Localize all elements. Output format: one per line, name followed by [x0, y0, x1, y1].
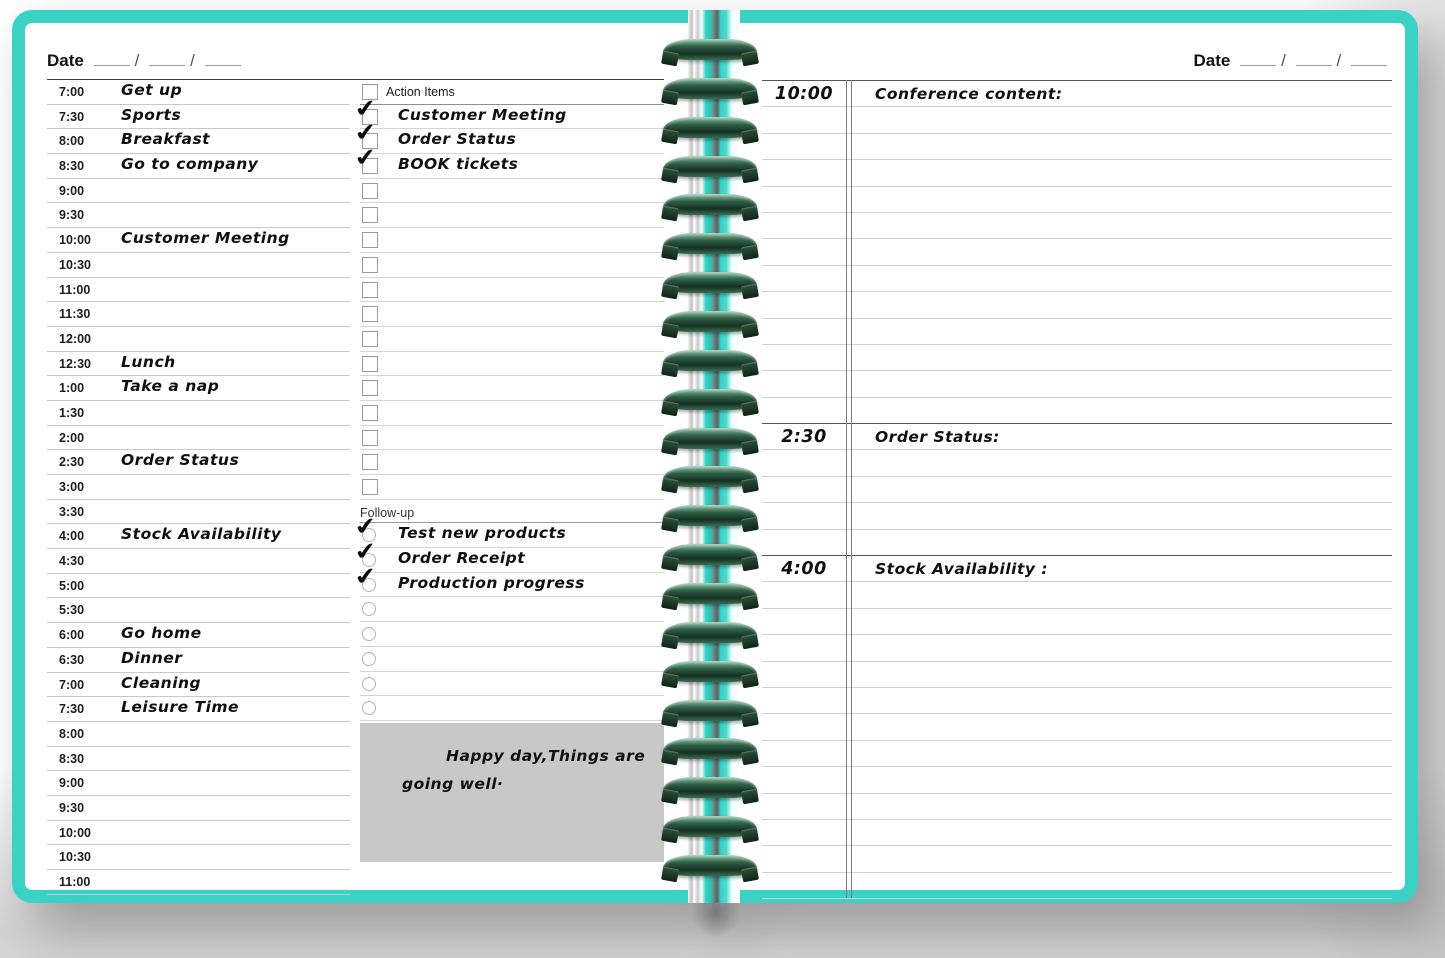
note-row	[762, 502, 1392, 528]
schedule-time: 7:30	[59, 109, 85, 124]
follow-up-row	[360, 647, 664, 672]
schedule-time: 7:30	[59, 702, 85, 717]
schedule-row	[47, 253, 350, 278]
note-row	[762, 766, 1392, 792]
schedule-time: 9:00	[59, 776, 85, 791]
time-column-divider	[846, 80, 852, 898]
schedule-note: Take a nap	[121, 377, 220, 396]
action-item-row	[360, 450, 664, 475]
action-item-label: Customer Meeting	[398, 105, 567, 124]
note-row	[762, 713, 1392, 739]
note-row	[762, 212, 1392, 238]
note-row	[762, 397, 1392, 423]
schedule-row	[47, 228, 350, 253]
follow-up-label: Production progress	[398, 573, 585, 592]
action-item-row	[360, 401, 664, 426]
spiral-coil-icon	[663, 738, 757, 759]
schedule-note: Lunch	[121, 352, 176, 371]
date-blank	[1240, 51, 1276, 66]
action-item-row	[360, 253, 664, 278]
spiral-coil-icon	[663, 428, 757, 449]
schedule-time: 7:00	[59, 85, 85, 99]
schedule-time: 10:30	[59, 850, 91, 865]
note-row	[762, 318, 1392, 344]
action-item-row	[360, 278, 664, 303]
circle-checkbox-icon	[362, 627, 376, 641]
note-row	[762, 186, 1392, 212]
square-checkbox-icon	[362, 380, 378, 396]
square-checkbox-icon	[362, 430, 378, 446]
schedule-note: Stock Availability	[121, 525, 282, 544]
date-slash: /	[190, 51, 195, 70]
right-page	[722, 10, 1418, 903]
schedule-row	[47, 401, 350, 426]
schedule-row	[47, 821, 350, 846]
spiral-coil-icon	[663, 700, 757, 721]
square-checkbox-icon	[362, 479, 378, 495]
follow-up-label: Test new products	[398, 524, 567, 543]
circle-checkbox-icon	[362, 701, 376, 715]
schedule-row	[47, 302, 350, 327]
spiral-coil-icon	[663, 777, 757, 798]
date-slash: /	[1336, 51, 1342, 70]
note-row	[762, 661, 1392, 687]
action-item-row	[352, 118, 664, 154]
action-item-row	[360, 302, 664, 327]
schedule-time: 11:00	[59, 875, 91, 889]
follow-up-row	[360, 672, 664, 697]
schedule-time: 10:00	[59, 233, 91, 248]
note-row	[762, 608, 1392, 634]
schedule-time: 1:00	[59, 381, 85, 396]
schedule-row	[47, 179, 350, 204]
square-checkbox-icon	[362, 282, 378, 298]
memo-line: going well·	[402, 775, 504, 793]
note-row	[762, 687, 1392, 713]
action-item-row	[360, 352, 664, 377]
memo-line: Happy day,Things are	[446, 747, 646, 765]
action-item-row	[352, 94, 664, 130]
spiral-coil-icon	[663, 505, 757, 526]
square-checkbox-icon	[362, 257, 378, 273]
spiral-coil-icon	[663, 544, 757, 565]
schedule-row	[47, 105, 350, 130]
schedule-time: 7:00	[59, 677, 85, 692]
schedule-row	[47, 870, 350, 895]
spiral-coil-icon	[663, 466, 757, 487]
schedule-row	[47, 376, 350, 401]
spiral-coil-icon	[663, 39, 757, 60]
note-row	[762, 634, 1392, 660]
note-row	[762, 106, 1392, 132]
note-row-time: 2:30	[781, 427, 827, 448]
date-blank	[149, 51, 185, 66]
follow-up-row	[360, 597, 664, 622]
schedule-time: 6:00	[59, 628, 85, 643]
circle-checkbox-icon	[362, 602, 376, 616]
follow-up-row	[352, 562, 664, 598]
note-row-time: 10:00	[774, 84, 834, 104]
memo-box	[360, 723, 664, 862]
schedule-row	[47, 203, 350, 228]
spiral-coil-icon	[663, 350, 757, 371]
square-checkbox-icon	[362, 331, 378, 347]
square-checkbox-icon	[362, 207, 378, 223]
schedule-row	[47, 648, 350, 673]
square-checkbox-icon	[362, 183, 378, 199]
schedule-time: 2:00	[59, 430, 85, 445]
schedule-list	[47, 80, 350, 895]
date-label: Date	[1193, 51, 1231, 70]
action-item-row	[360, 203, 664, 228]
note-row	[762, 291, 1392, 317]
square-checkbox-icon	[362, 356, 378, 372]
follow-up-header: Follow-up	[360, 500, 664, 524]
schedule-time: 1:30	[59, 405, 85, 420]
spiral-coil-icon	[663, 389, 757, 410]
action-item-row	[360, 376, 664, 401]
schedule-row	[47, 278, 350, 303]
check-mark-icon: ✔	[352, 94, 379, 124]
spiral-coil-icon	[663, 661, 757, 682]
schedule-time: 6:30	[59, 652, 85, 667]
schedule-time: 8:00	[59, 134, 85, 149]
schedule-note: Cleaning	[121, 673, 202, 692]
schedule-time: 10:30	[59, 257, 91, 272]
schedule-note: Breakfast	[121, 130, 211, 149]
check-mark-icon: ✔	[352, 512, 379, 542]
schedule-row	[47, 426, 350, 451]
schedule-row	[47, 524, 350, 549]
schedule-row	[47, 623, 350, 648]
spiral-coil-icon	[663, 311, 757, 332]
schedule-row	[47, 549, 350, 574]
action-item-row	[360, 475, 664, 500]
circle-checkbox-icon	[362, 652, 376, 666]
square-checkbox-icon	[362, 232, 378, 248]
circle-checkbox-icon	[362, 677, 376, 691]
action-item-row	[360, 327, 664, 352]
schedule-note: Get up	[121, 81, 183, 99]
note-row	[762, 476, 1392, 502]
action-item-row	[352, 143, 664, 179]
schedule-time: 8:30	[59, 159, 85, 174]
check-mark-icon: ✔	[352, 562, 379, 592]
note-row	[762, 133, 1392, 159]
date-slash: /	[134, 51, 140, 70]
square-checkbox-icon	[362, 306, 378, 322]
note-row	[762, 344, 1392, 370]
spiral-coil-icon	[663, 156, 757, 177]
note-row	[762, 819, 1392, 845]
schedule-note: Leisure Time	[121, 698, 240, 717]
note-row-title: Order Status:	[875, 428, 1000, 447]
date-blank	[1351, 51, 1387, 66]
schedule-note: Customer Meeting	[121, 229, 290, 248]
schedule-row	[47, 327, 350, 352]
note-row	[762, 581, 1392, 607]
follow-up-label: Order Receipt	[398, 549, 526, 568]
schedule-time: 9:30	[59, 208, 85, 223]
schedule-note: Go to company	[121, 155, 259, 174]
action-item-label: Order Status	[398, 130, 517, 149]
note-row-title: Conference content:	[875, 85, 1063, 103]
schedule-time: 5:00	[59, 578, 85, 593]
schedule-row	[47, 845, 350, 870]
schedule-row	[47, 574, 350, 599]
action-item-label: BOOK tickets	[398, 155, 519, 174]
spiral-coil-icon	[663, 233, 757, 254]
schedule-row	[47, 129, 350, 154]
note-row	[762, 793, 1392, 819]
schedule-note: Order Status	[121, 451, 240, 470]
schedule-row	[47, 475, 350, 500]
date-slash: /	[1281, 51, 1286, 70]
schedule-time: 2:30	[59, 455, 85, 470]
date-blank	[205, 51, 241, 66]
note-row	[762, 529, 1392, 555]
schedule-row	[47, 154, 350, 179]
action-item-row	[360, 228, 664, 253]
schedule-row	[47, 673, 350, 698]
schedule-time: 4:00	[59, 529, 85, 544]
note-row	[762, 555, 1392, 581]
schedule-row	[47, 500, 350, 525]
spiral-coil-icon	[663, 78, 757, 99]
spiral-coil-icon	[663, 855, 757, 876]
schedule-time: 11:30	[59, 307, 91, 322]
schedule-row	[47, 771, 350, 796]
spiral-coil-icon	[663, 117, 757, 138]
schedule-time: 8:00	[59, 726, 85, 741]
check-mark-icon: ✔	[352, 143, 379, 173]
schedule-time: 5:30	[59, 603, 85, 618]
action-items-header	[360, 80, 664, 105]
square-checkbox-icon	[362, 454, 378, 470]
schedule-time: 10:00	[59, 825, 91, 840]
check-mark-icon: ✔	[352, 118, 379, 148]
schedule-row	[47, 796, 350, 821]
follow-up-row	[360, 622, 664, 647]
note-row	[762, 159, 1392, 185]
spiral-coil-icon	[663, 622, 757, 643]
note-row	[762, 370, 1392, 396]
spiral-coil-icon	[663, 194, 757, 215]
schedule-note: Dinner	[121, 648, 183, 667]
note-row	[762, 845, 1392, 871]
follow-up-row	[352, 537, 664, 573]
schedule-time: 11:00	[59, 282, 91, 297]
schedule-note: Go home	[121, 624, 202, 643]
schedule-time: 12:30	[59, 356, 91, 371]
schedule-time: 3:30	[59, 504, 85, 519]
spiral-coil-icon	[663, 272, 757, 293]
action-item-row	[360, 426, 664, 451]
schedule-time: 9:30	[59, 800, 85, 815]
note-row	[762, 80, 1392, 106]
schedule-time: 9:00	[59, 183, 85, 198]
schedule-row	[47, 352, 350, 377]
left-date-row	[47, 51, 246, 71]
date-blank	[94, 51, 130, 66]
action-items-list	[352, 94, 664, 500]
note-row	[762, 449, 1392, 475]
action-item-row	[360, 179, 664, 204]
action-items-column	[352, 80, 664, 746]
note-row-title: Stock Availability :	[875, 560, 1049, 579]
notes-grid	[762, 80, 1392, 899]
schedule-row	[47, 80, 350, 105]
follow-up-row	[360, 696, 664, 721]
check-mark-icon: ✔	[352, 537, 379, 567]
schedule-time: 12:00	[59, 331, 91, 346]
schedule-note: Sports	[121, 105, 182, 124]
action-items-header-label: Action Items	[386, 85, 455, 99]
date-label: Date	[47, 51, 84, 70]
note-row	[762, 872, 1392, 898]
date-blank	[1296, 51, 1332, 66]
schedule-row	[47, 747, 350, 772]
schedule-row	[47, 598, 350, 623]
note-row	[762, 423, 1392, 449]
note-row	[762, 740, 1392, 766]
note-row-time: 4:00	[781, 559, 827, 580]
right-date-row	[762, 51, 1392, 71]
schedule-row	[47, 450, 350, 475]
spiral-coil-icon	[663, 583, 757, 604]
square-checkbox-icon	[362, 405, 378, 421]
spiral-coil-icon	[663, 816, 757, 837]
schedule-time: 3:00	[59, 480, 85, 494]
schedule-row	[47, 697, 350, 722]
note-row	[762, 265, 1392, 291]
schedule-time: 8:30	[59, 751, 85, 766]
spine-gap	[688, 10, 740, 903]
note-row	[762, 238, 1392, 264]
left-page	[12, 10, 707, 903]
schedule-row	[47, 722, 350, 747]
schedule-time: 4:30	[59, 554, 85, 569]
